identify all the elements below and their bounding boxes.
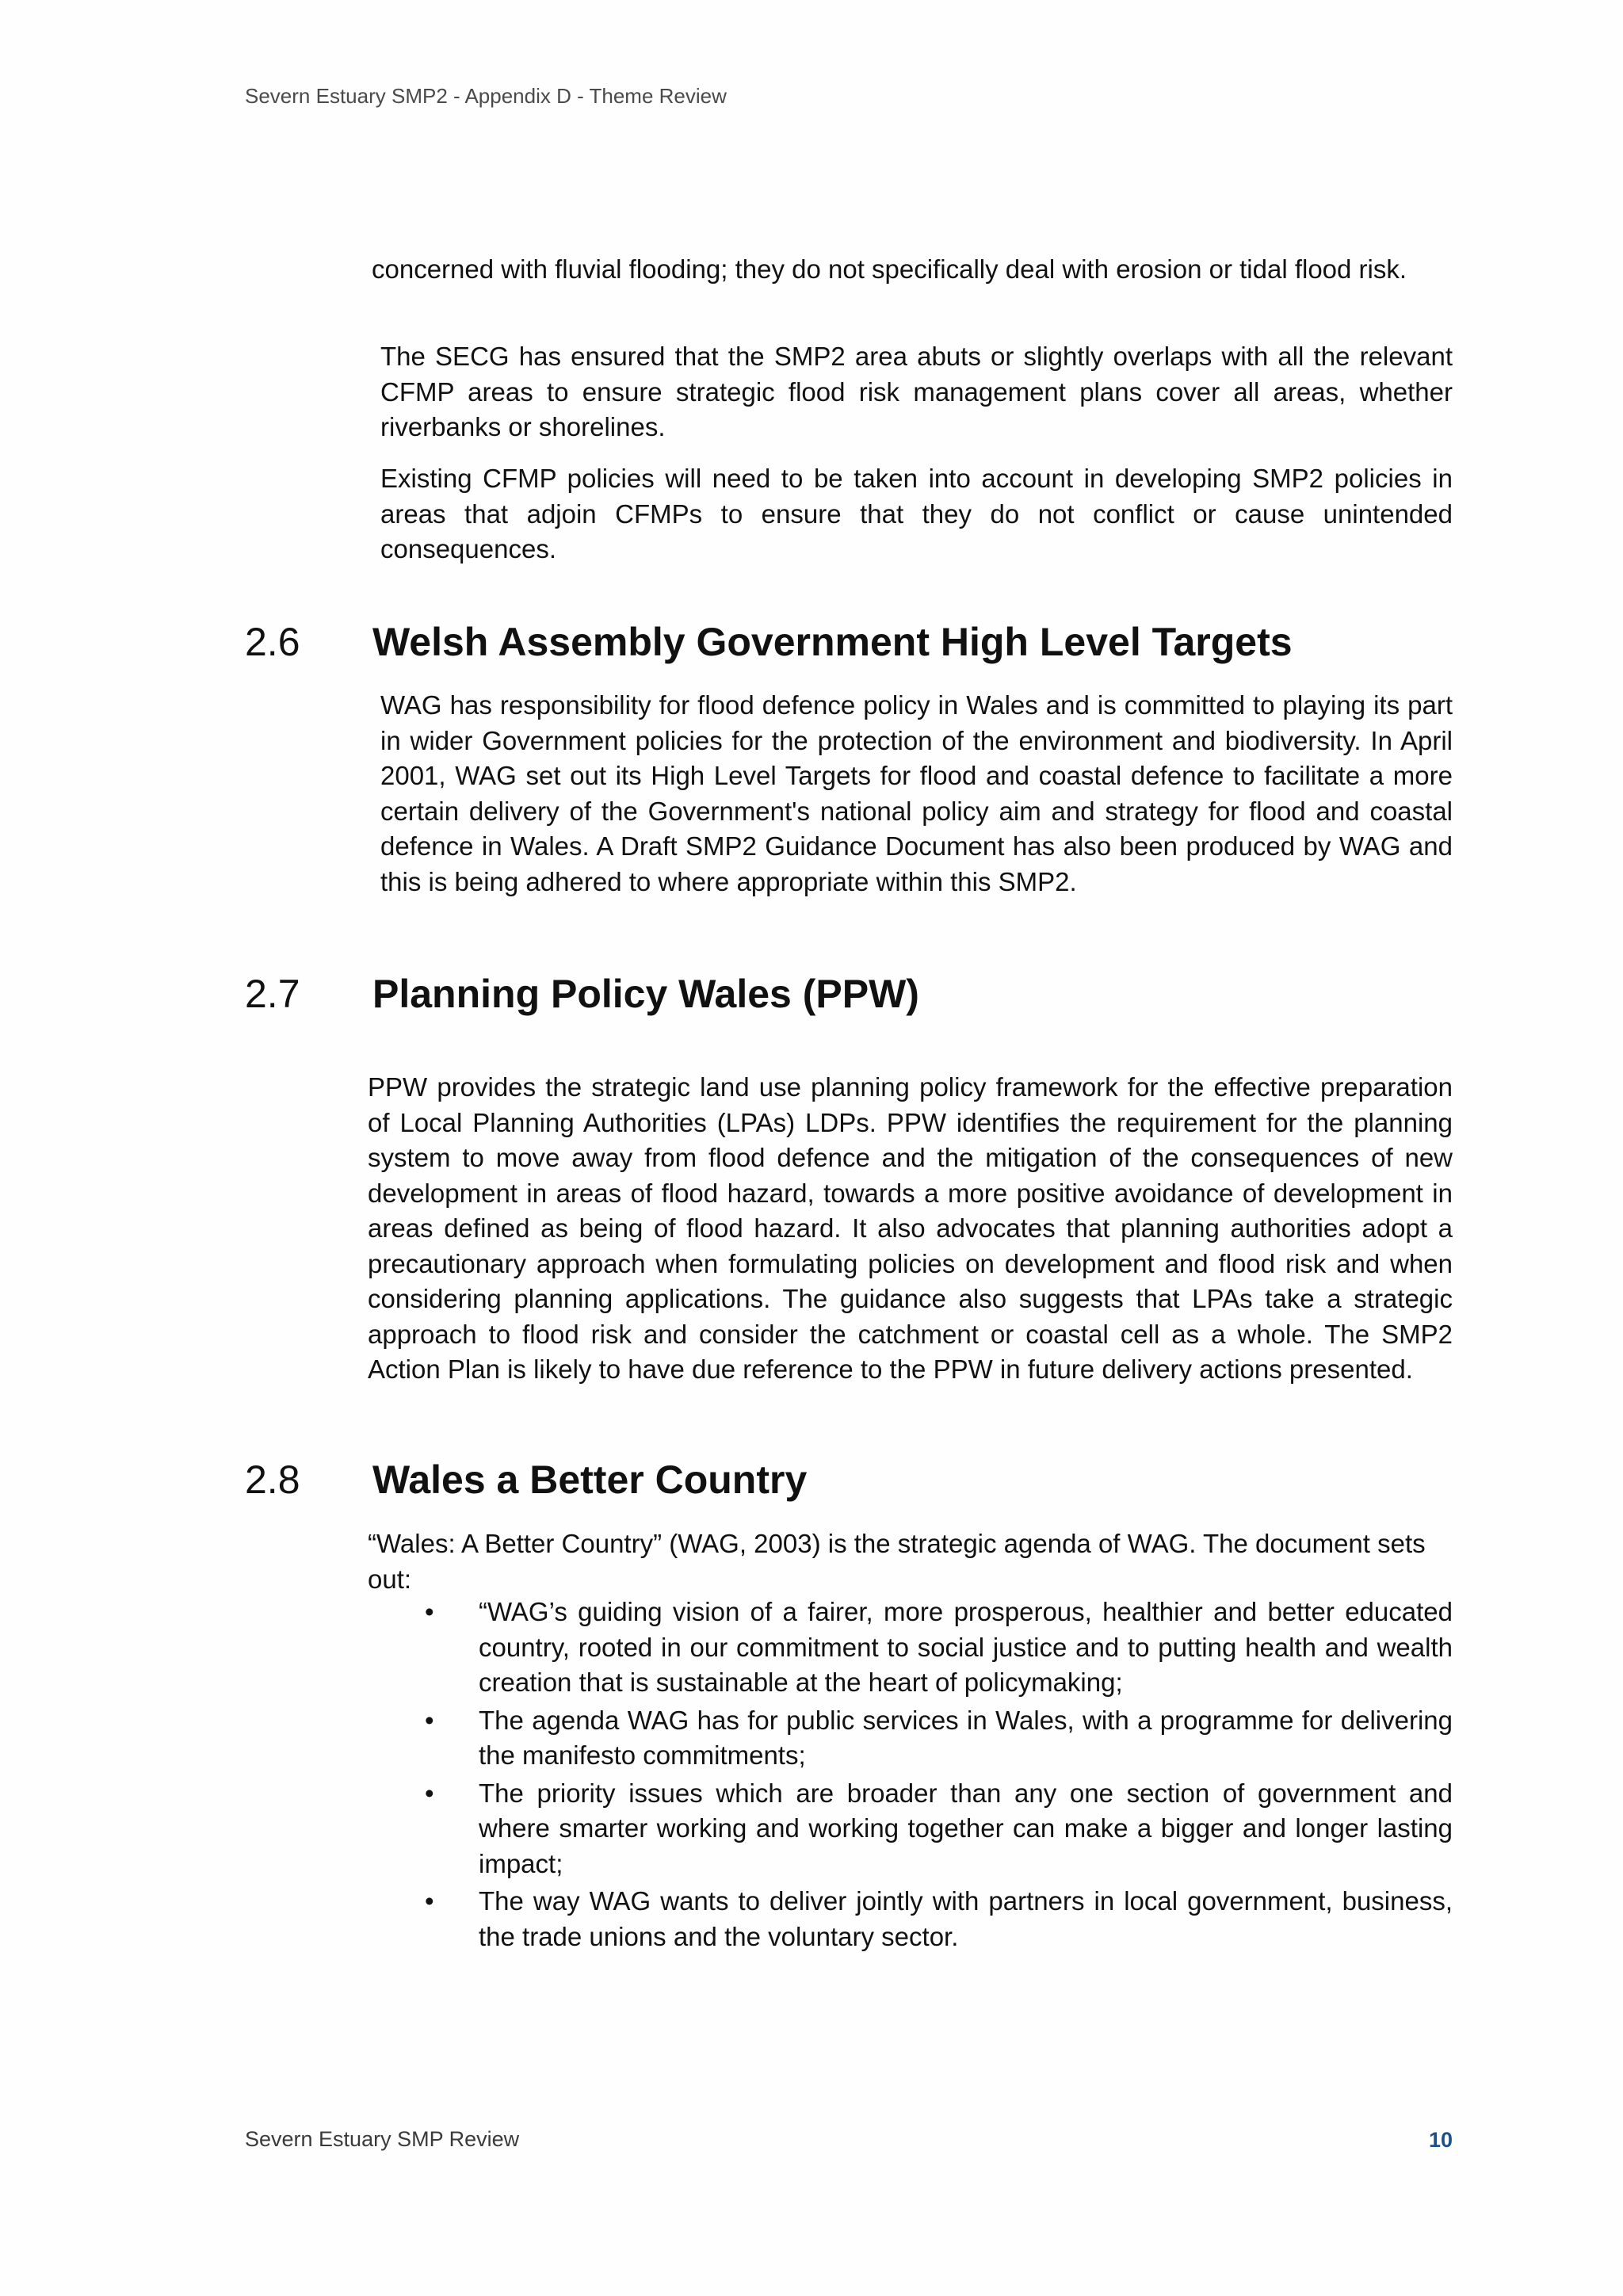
running-header: Severn Estuary SMP2 - Appendix D - Theme Review bbox=[245, 84, 727, 108]
list-item-text: The agenda WAG has for public services in Wales, with a programme for delivering the manifesto commitments; bbox=[479, 1705, 1453, 1770]
list-item-text: The way WAG wants to deliver jointly with partners in local government, business, the trade unions and the voluntary sector. bbox=[479, 1886, 1453, 1951]
section-2-8-intro: “Wales: A Better Country” (WAG, 2003) is the strategic agenda of WAG. The document sets out: bbox=[368, 1529, 1426, 1594]
list-item bbox=[425, 1595, 1453, 1701]
list-item bbox=[425, 1884, 1453, 1954]
section-title-2-6: Welsh Assembly Government High Level Targets bbox=[372, 620, 1293, 664]
running-footer: Severn Estuary SMP Review bbox=[245, 2127, 520, 2151]
list-item bbox=[425, 1776, 1453, 1882]
bullet-dot-icon: • bbox=[425, 1597, 434, 1626]
list-item bbox=[425, 1703, 1453, 1774]
section-number-2-6: 2.6 bbox=[245, 620, 300, 664]
section-2-6-body: WAG has responsibility for flood defence policy in Wales and is committed to playing its part in wider Government policies for the protection of the environment and biodiversity. In April 2001, WAG set out its High Level Targets for flood and coastal defence to facilitate a more certain delivery of the Government's national policy aim and strategy for flood and coastal defence in Wales. A Draft SMP2 Guidance Document has also been produced by WAG and this is being adhered to where appropriate within this SMP2. bbox=[380, 690, 1453, 896]
page-number: 10 bbox=[1428, 2128, 1453, 2152]
section-title-2-7: Planning Policy Wales (PPW) bbox=[372, 972, 919, 1016]
section-title-2-8: Wales a Better Country bbox=[372, 1457, 808, 1502]
list-item-text: The priority issues which are broader than any one section of government and where smarter working and working together can make a bigger and longer lasting impact; bbox=[479, 1778, 1453, 1878]
section-2-7-body: PPW provides the strategic land use planning policy framework for the effective preparation of Local Planning Authorities (LPAs) LDPs. PPW identifies the requirement for the planning system to move away from flood defence and the mitigation of the consequences of new development in areas of flood hazard, towards a more positive avoidance of development in areas defined as being of flood hazard. It also advocates that planning authorities adopt a precautionary approach when formulating policies on development and flood risk and when considering planning applications. The guidance also suggests that LPAs take a strategic approach to flood risk and consider the catchment or coastal cell as a whole. The SMP2 Action Plan is likely to have due reference to the PPW in future delivery actions presented. bbox=[368, 1072, 1453, 1384]
bullet-dot-icon: • bbox=[425, 1778, 434, 1808]
section-number-2-7: 2.7 bbox=[245, 972, 300, 1016]
bullet-dot-icon: • bbox=[425, 1886, 434, 1916]
agenda-bullet-list bbox=[425, 1595, 1453, 1957]
intro-continuation-paragraph: concerned with fluvial flooding; they do not specifically deal with erosion or tidal flood risk. bbox=[372, 254, 1407, 284]
secg-cfmp-paragraph: The SECG has ensured that the SMP2 area abuts or slightly overlaps with all the relevant CFMP areas to ensure strategic flood risk management plans cover all areas, whether riverbanks or shorelines. bbox=[380, 342, 1453, 441]
section-number-2-8: 2.8 bbox=[245, 1457, 300, 1502]
cfmp-policies-paragraph: Existing CFMP policies will need to be taken into account in developing SMP2 policies in areas that adjoin CFMPs to ensure that they do not conflict or cause unintended consequences. bbox=[380, 464, 1453, 563]
bullet-dot-icon: • bbox=[425, 1705, 434, 1735]
list-item-text: “WAG’s guiding vision of a fairer, more prosperous, healthier and better educated country, rooted in our commitment to social justice and to putting health and wealth creation that is sustainable at the heart of policymaking; bbox=[479, 1597, 1453, 1697]
